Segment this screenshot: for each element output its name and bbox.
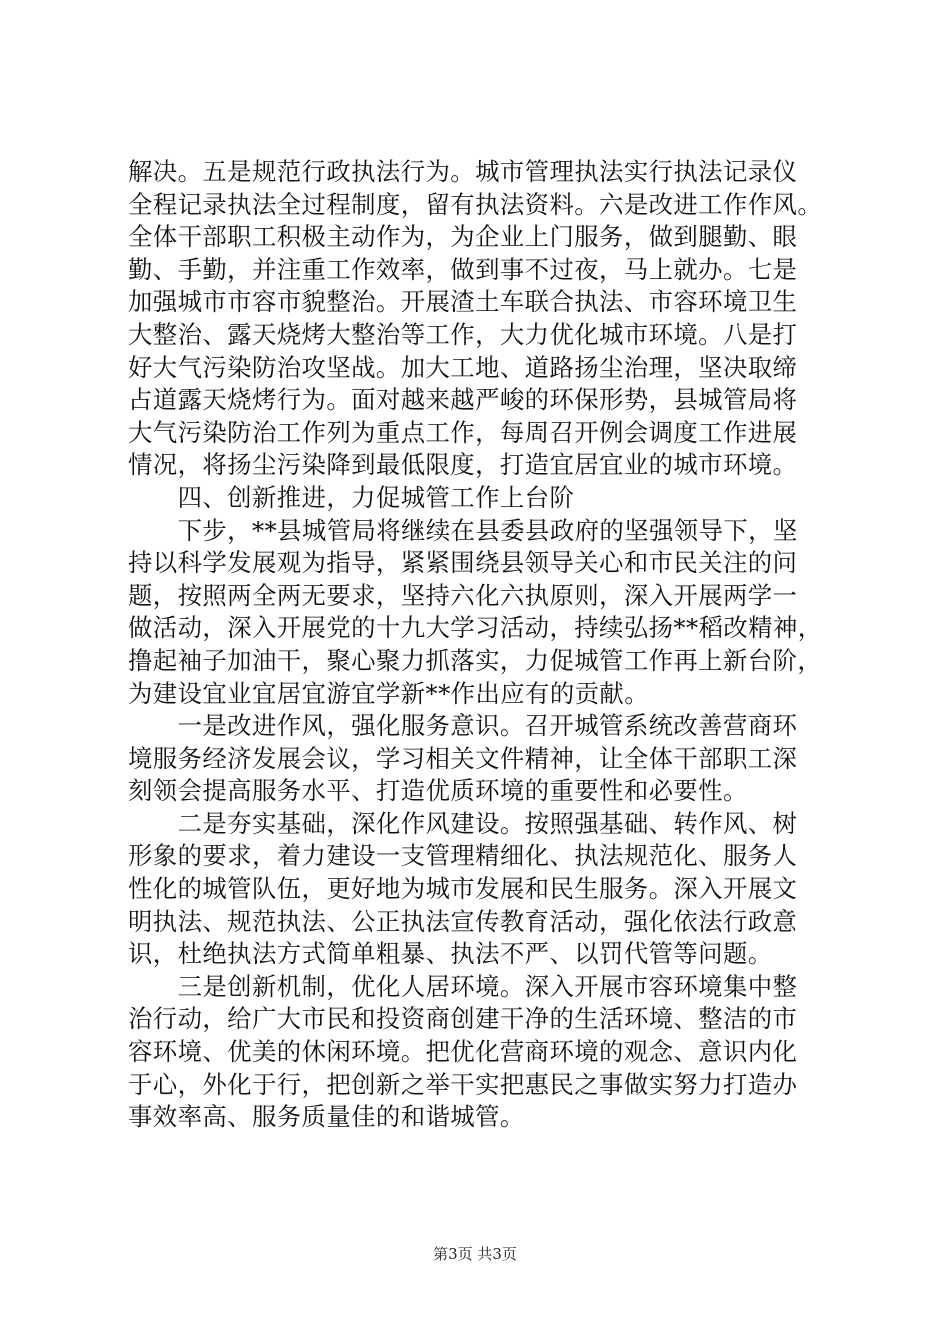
text-line: 形象的要求，着力建设一支管理精细化、执法规范化、服务人 [128,841,798,871]
text-line: 情况，将扬尘污染降到最低限度，打造宜居宜业的城市环境。 [128,450,798,480]
text-line: 解决。五是规范行政执法行为。城市管理执法实行执法记录仪 [128,157,798,186]
text-line: 治行动，给广大市民和投资商创建干净的生活环境、整洁的市 [128,1004,798,1034]
text-line: 下步，**县城管局将继续在县委县政府的坚强领导下，坚 [128,515,798,545]
text-line: 大整治、露天烧烤大整治等工作，大力优化城市环境。八是打 [128,319,798,349]
text-line: 一是改进作风，强化服务意识。召开城管系统改善营商环 [128,711,798,741]
text-line: 撸起袖子加油干，聚心聚力抓落实，力促城管工作再上新台阶， [128,645,823,675]
text-line: 刻领会提高服务水平、打造优质环境的重要性和必要性。 [128,776,748,806]
text-line: 事效率高、服务质量佳的和谐城管。 [128,1102,525,1132]
document-body [128,156,848,1134]
text-line: 勤、手勤，并注重工作效率，做到事不过夜，马上就办。七是 [128,254,798,284]
text-line: 好大气污染防治攻坚战。加大工地、道路扬尘治理，坚决取缔 [128,352,798,382]
text-line: 于心，外化于行，把创新之举干实把惠民之事做实努力打造办 [128,1069,798,1099]
text-line: 做活动，深入开展党的十九大学习活动，持续弘扬**稻改精神， [128,613,823,643]
text-line: 加强城市市容市貌整治。开展渣土车联合执法、市容环境卫生 [128,287,798,317]
text-line: 性化的城管队伍，更好地为城市发展和民生服务。深入开展文 [128,874,798,904]
text-line: 大气污染防治工作列为重点工作，每周召开例会调度工作进展 [128,417,798,447]
text-line: 境服务经济发展会议，学习相关文件精神，让全体干部职工深 [128,743,798,773]
page-number-footer: 第3页 共3页 [433,1245,517,1263]
text-line: 全程记录执法全过程制度，留有执法资料。六是改进工作作风。 [128,189,823,219]
text-line: 容环境、优美的休闲环境。把优化营商环境的观念、意识内化 [128,1037,798,1067]
text-line: 为建设宜业宜居宜游宜学新**作出应有的贡献。 [128,678,650,708]
text-line: 识，杜绝执法方式简单粗暴、执法不严、以罚代管等问题。 [128,939,773,969]
text-line: 题，按照两全两无要求，坚持六化六执原则，深入开展两学一 [128,580,798,610]
text-line: 三是创新机制，优化人居环境。深入开展市容环境集中整 [128,971,798,1001]
section-heading: 四、创新推进，力促城管工作上台阶 [128,482,575,512]
text-line: 二是夯实基础，深化作风建设。按照强基础、转作风、树 [128,808,798,838]
text-line: 占道露天烧烤行为。面对越来越严峻的环保形势，县城管局将 [128,385,798,415]
text-line: 全体干部职工积极主动作为，为企业上门服务，做到腿勤、眼 [128,222,798,252]
text-line: 持以科学发展观为指导，紧紧围绕县领导关心和市民关注的问 [128,548,798,578]
text-line: 明执法、规范执法、公正执法宣传教育活动，强化依法行政意 [128,906,798,936]
